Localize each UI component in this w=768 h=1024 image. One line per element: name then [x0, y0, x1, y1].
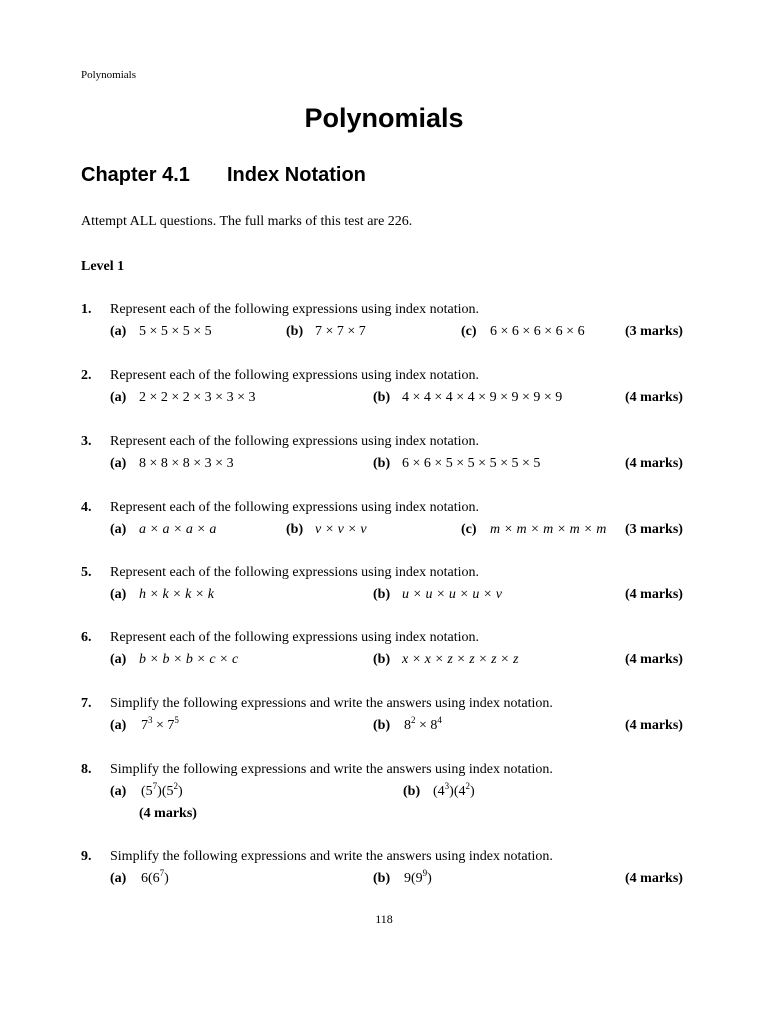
question-number: 4. — [81, 500, 92, 515]
instructions: Attempt ALL questions. The full marks of this test are 226. — [81, 214, 413, 229]
running-header: Polynomials — [81, 69, 137, 81]
part-label-b: (b) — [373, 456, 391, 471]
part-label-a: (a) — [110, 456, 127, 471]
coefficient: 6 — [141, 871, 148, 886]
question-text: Represent each of the following expressions using index notation. — [110, 565, 479, 580]
base: 8 — [404, 718, 411, 733]
base: 4 — [458, 784, 466, 799]
part-label-a: (a) — [110, 324, 127, 339]
question-text: Simplify the following expressions and write the answers using index notation. — [110, 696, 553, 711]
expression-a: 5 × 5 × 5 × 5 — [139, 324, 212, 339]
expression-b: $(4^3)(4^2)$ — [433, 781, 475, 799]
coefficient: 9 — [404, 871, 411, 886]
part-label-b: (b) — [373, 871, 391, 886]
part-label-a: (a) — [110, 718, 127, 733]
operator: × — [152, 718, 168, 733]
question-text: Represent each of the following expressions using index notation. — [110, 368, 479, 383]
question-text: Represent each of the following expressions using index notation. — [110, 302, 479, 317]
expression-a: $(5^7)(5^2)$ — [141, 781, 183, 799]
question-number: 3. — [81, 434, 92, 449]
marks: (4 marks) — [625, 652, 683, 667]
marks: (4 marks) — [625, 718, 683, 733]
part-label-c: (c) — [461, 324, 477, 339]
exponent: 7 — [159, 868, 165, 878]
chapter-heading — [81, 164, 366, 187]
expression-b: u × u × u × u × v — [402, 587, 503, 602]
part-label-b: (b) — [373, 718, 391, 733]
expression-c: 6 × 6 × 6 × 6 × 6 — [490, 324, 585, 339]
operator: × — [415, 718, 431, 733]
level-heading: Level 1 — [81, 259, 125, 274]
question-number: 8. — [81, 762, 92, 777]
expression-b: 4 × 4 × 4 × 4 × 9 × 9 × 9 × 9 — [402, 390, 563, 405]
question-text: Simplify the following expressions and write the answers using index notation. — [110, 849, 553, 864]
page-number: 118 — [375, 912, 393, 926]
chapter-name: Index Notation — [227, 164, 366, 186]
question-number: 7. — [81, 696, 92, 711]
marks: (4 marks) — [139, 806, 197, 821]
expression-b: x × x × z × z × z × z — [402, 652, 519, 667]
expression-a: b × b × b × c × c — [139, 652, 239, 667]
base: 9 — [415, 871, 423, 886]
part-label-b: (b) — [286, 522, 304, 537]
part-label-b: (b) — [373, 587, 391, 602]
question-text: Represent each of the following expressions using index notation. — [110, 434, 479, 449]
exponent: 5 — [174, 715, 179, 725]
question-number: 6. — [81, 630, 92, 645]
part-label-a: (a) — [110, 652, 127, 667]
part-label-a: (a) — [110, 390, 127, 405]
part-label-a: (a) — [110, 587, 127, 602]
base: 6 — [152, 871, 160, 886]
exponent: 2 — [173, 781, 178, 791]
base: 7 — [167, 718, 175, 733]
marks: (4 marks) — [625, 456, 683, 471]
base: 4 — [437, 784, 445, 799]
base: 5 — [145, 784, 153, 799]
question-number: 1. — [81, 302, 92, 317]
expression-b: 7 × 7 × 7 — [315, 324, 366, 339]
part-label-b: (b) — [373, 390, 391, 405]
expression-a: a × a × a × a — [139, 522, 217, 537]
part-label-a: (a) — [110, 871, 127, 886]
expression-a — [141, 715, 179, 734]
marks: (3 marks) — [625, 324, 683, 339]
question-text: Simplify the following expressions and write the answers using index notation. — [110, 762, 553, 777]
part-label-b: (b) — [403, 784, 421, 799]
part-label-b: (b) — [373, 652, 391, 667]
exponent: 2 — [411, 715, 416, 725]
expression-a: h × k × k × k — [139, 587, 214, 602]
part-label-a: (a) — [110, 522, 127, 537]
marks: (4 marks) — [625, 587, 683, 602]
exponent: 3 — [148, 715, 153, 725]
marks: (3 marks) — [625, 522, 683, 537]
exponent: 7 — [152, 781, 158, 791]
expression-c: m × m × m × m × m — [490, 522, 607, 537]
expression-a: $6(6^7)$ — [141, 868, 169, 886]
base: 8 — [430, 718, 438, 733]
expression-b: $9(9^9)$ — [404, 868, 432, 886]
marks: (4 marks) — [625, 390, 683, 405]
question-text: Represent each of the following expressions using index notation. — [110, 630, 479, 645]
expression-a: 2 × 2 × 2 × 3 × 3 × 3 — [139, 390, 256, 405]
exponent: 3 — [444, 781, 450, 791]
base: 5 — [166, 784, 174, 799]
base: 7 — [141, 718, 148, 733]
question-number: 9. — [81, 849, 92, 864]
chapter-number: Chapter 4.1 — [81, 164, 190, 186]
page-title: Polynomials — [304, 103, 464, 133]
question-number: 5. — [81, 565, 92, 580]
question-number: 2. — [81, 368, 92, 383]
expression-a: 8 × 8 × 8 × 3 × 3 — [139, 456, 234, 471]
exponent: 2 — [465, 781, 470, 791]
expression-b — [404, 715, 442, 734]
question-text: Represent each of the following expressions using index notation. — [110, 500, 479, 515]
exponent: 4 — [437, 715, 442, 725]
expression-b: 6 × 6 × 5 × 5 × 5 × 5 × 5 — [402, 456, 541, 471]
marks: (4 marks) — [625, 871, 683, 886]
part-label-b: (b) — [286, 324, 304, 339]
part-label-c: (c) — [461, 522, 477, 537]
expression-b: v × v × v — [315, 522, 367, 537]
exponent: 9 — [422, 868, 428, 878]
part-label-a: (a) — [110, 784, 127, 799]
